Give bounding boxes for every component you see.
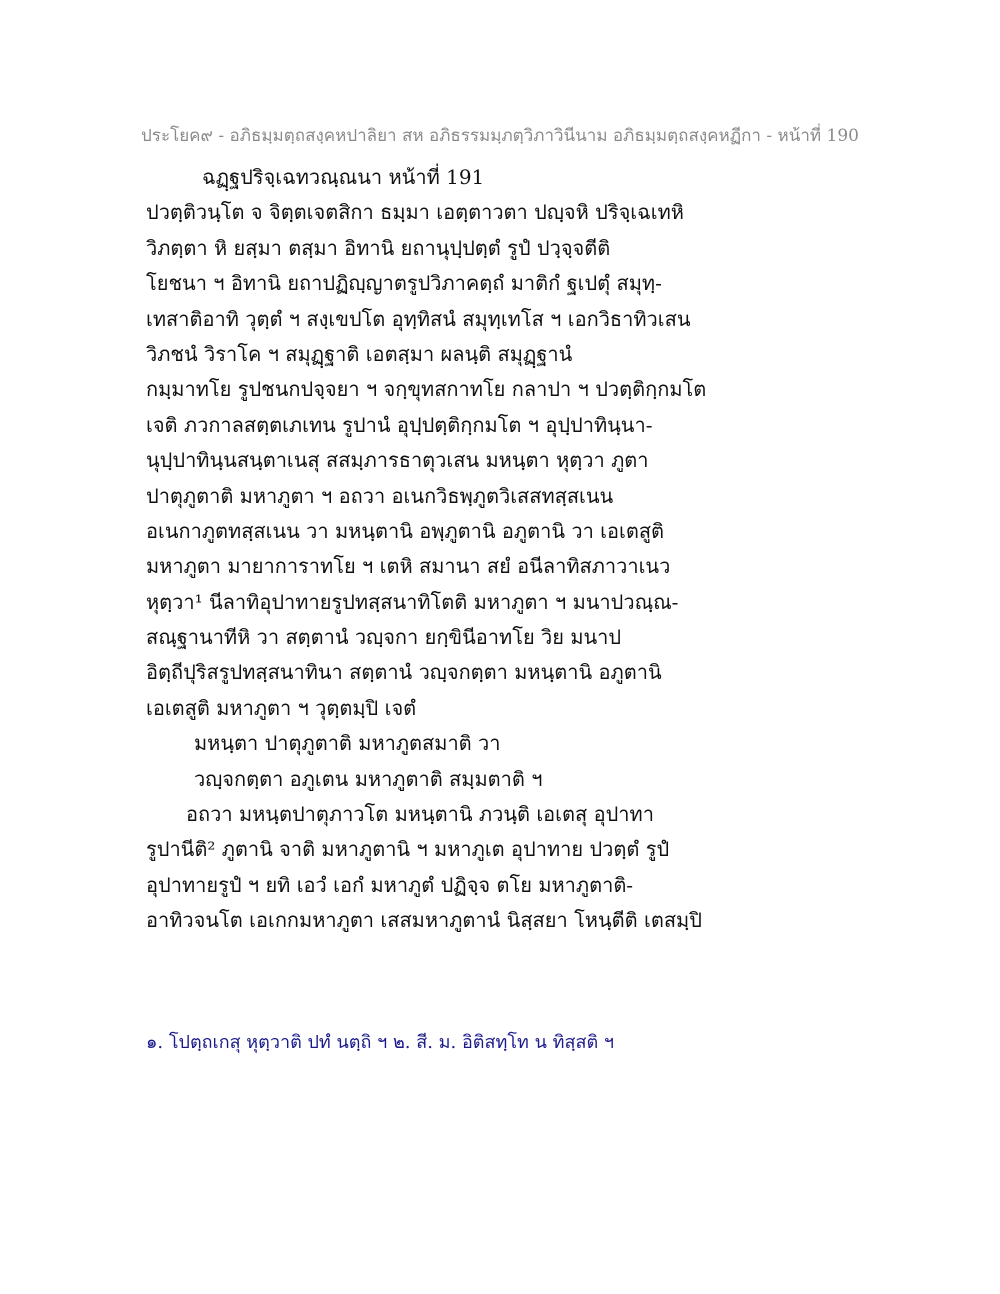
page-body xyxy=(146,160,786,939)
text-line: นุปฺปาทินฺนสนฺตาเนสุ สสมฺภารธาตุวเสน มหนฺตา หุตฺวา ภูตา xyxy=(146,448,649,473)
text-line: เจติ ภวกาลสตฺตเภเทน รูปานํ อุปฺปตฺติกฺกมโต ฯ อุปฺปาทินฺนา- xyxy=(146,412,653,437)
text-line: วิภตฺตา หิ ยสฺมา ตสฺมา อิทานิ ยถานุปฺปตฺตํ รูปํ ปวฺจฺจตีติ xyxy=(146,235,611,260)
verse-line: มหนฺตา ปาตุภูตาติ มหาภูตสมาติ วา xyxy=(194,731,501,756)
text-line: กมฺมาทโย รูปชนกปจฺจยา ฯ จกฺขุทสกาทโย กลาปา ฯ ปวตฺติกฺกมโต xyxy=(146,377,707,402)
chapter-heading: ฉฏฺฐปริจฺเฉทวณฺณนา หน้าที่ 191 xyxy=(202,165,485,189)
text-line: อิตฺถีปุริสรูปทสฺสนาทินา สตฺตานํ วญฺจกตฺตา มหนฺตานิ อภูตานิ xyxy=(146,660,662,685)
text-line: ปาตุภูตาติ มหาภูตา ฯ อถวา อเนกวิธพฺภูตวิเสสทสฺสเนน xyxy=(146,483,614,508)
verse-line: วญฺจกตฺตา อภูเตน มหาภูตาติ สมฺมตาติ ฯ xyxy=(194,766,543,791)
text-line: เทสาติอาทิ วุตฺตํ ฯ สงฺเขปโต อุทฺทิสนํ สมุทฺเทโส ฯ เอกวิธาทิวเสน xyxy=(146,306,691,331)
text-line: โยชนา ฯ อิทานิ ยถาปฏิญฺญาตรูปวิภาคตฺถํ มาติกํ ฐเปตุํ สมุทฺ- xyxy=(146,271,662,296)
running-header: ประโยค๙ - อภิธมฺมตฺถสงฺคหปาลิยา สห อภิธรรมมฺภตฺวิภาวินีนาม อภิธมฺมตฺถสงฺคหฏีกา - หน้าที่ 190 xyxy=(141,126,859,146)
paragraph-first-line: อถวา มหนฺตปาตุภาวโต มหนฺตานิ ภวนฺติ เอเตสุ อุปาทา xyxy=(186,802,654,827)
text-line: มหาภูตา มายาการาทโย ฯ เตหิ สมานา สยํ อนีลาทิสภาวาเนว xyxy=(146,554,671,579)
text-line: อุปาทายรูปํ ฯ ยทิ เอวํ เอกํ มหาภูตํ ปฏิจฺจ ตโย มหาภูตาติ- xyxy=(146,872,634,897)
text-line: อเนกาภูตทสฺสเนน วา มหนฺตานิ อพฺภูตานิ อภูตานิ วา เอเตสูติ xyxy=(146,518,665,543)
footnote: ๑. โปตฺถเกสุ หุตฺวาติ ปทํ นตฺถิ ฯ ๒. สี. ม. อิติสทฺโท น ทิสฺสติ ฯ xyxy=(146,1032,614,1053)
text-line: รูปานีติ² ภูตานิ จาติ มหาภูตานิ ฯ มหาภูเต อุปาทาย ปวตฺตํ รูปํ xyxy=(146,837,670,862)
text-line: วิภชนํ วิราโค ฯ สมุฏฺฐาติ เอตสฺมา ผลนฺติ สมุฏฺฐานํ xyxy=(146,341,573,366)
text-line: เอเตสูติ มหาภูตา ฯ วุตฺตมฺปิ เจตํ xyxy=(146,695,417,720)
text-line: หุตฺวา¹ นีลาทิอุปาทายรูปทสฺสนาทิโตติ มหาภูตา ฯ มนาปวณฺณ- xyxy=(146,589,679,614)
text-line: สณฺฐานาทีหิ วา สตฺตานํ วญฺจกา ยกฺขินีอาทโย วิย มนาป xyxy=(146,625,622,650)
text-line: อาทิวจนโต เอเกกมหาภูตา เสสมหาภูตานํ นิสฺสยา โหนฺตีติ เตสมฺปิ xyxy=(146,908,702,933)
text-line: ปวตฺติวนฺโต จ จิตฺตเจตสิกา ธมฺมา เอตฺตาวตา ปญฺจหิ ปริจฺเฉเทหิ xyxy=(146,200,684,225)
